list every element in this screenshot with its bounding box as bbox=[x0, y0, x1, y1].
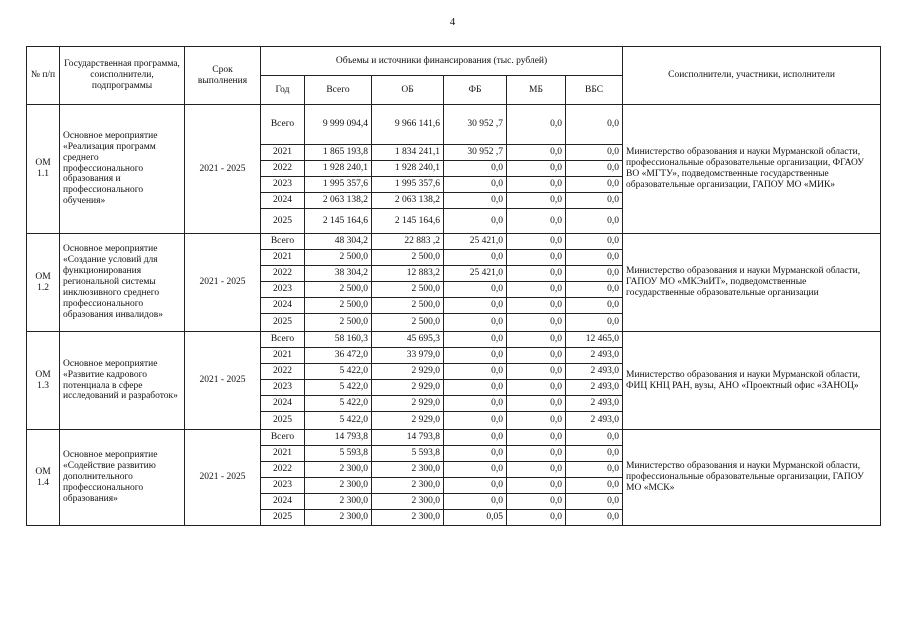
activity-name: Основное мероприятие «Реализация программ среднего профессионального образования и профессионального обучения» bbox=[60, 105, 185, 234]
cell-total: 2 145 164,6 bbox=[305, 209, 372, 234]
cell-mb: 0,0 bbox=[507, 332, 566, 348]
cell-total: 2 500,0 bbox=[305, 298, 372, 314]
cell-ob: 2 929,0 bbox=[372, 380, 444, 396]
cell-mb: 0,0 bbox=[507, 177, 566, 193]
cell-fb: 0,0 bbox=[444, 332, 507, 348]
cell-fb: 0,0 bbox=[444, 396, 507, 412]
cell-mb: 0,0 bbox=[507, 105, 566, 145]
cell-vbs: 2 493,0 bbox=[566, 348, 623, 364]
cell-year: 2025 bbox=[261, 510, 305, 526]
cell-ob: 9 966 141,6 bbox=[372, 105, 444, 145]
cell-fb: 0,0 bbox=[444, 364, 507, 380]
cell-mb: 0,0 bbox=[507, 364, 566, 380]
cell-vbs: 2 493,0 bbox=[566, 364, 623, 380]
cell-fb: 0,0 bbox=[444, 209, 507, 234]
page-number: 4 bbox=[449, 16, 456, 28]
cell-year: 2023 bbox=[261, 380, 305, 396]
cell-ob: 2 929,0 bbox=[372, 364, 444, 380]
activity-term: 2021 - 2025 bbox=[185, 430, 261, 526]
activity-term: 2021 - 2025 bbox=[185, 105, 261, 234]
cell-ob: 1 995 357,6 bbox=[372, 177, 444, 193]
cell-vbs: 0,0 bbox=[566, 209, 623, 234]
cell-year: 2023 bbox=[261, 177, 305, 193]
cell-fb: 0,0 bbox=[444, 314, 507, 332]
cell-mb: 0,0 bbox=[507, 380, 566, 396]
cell-fb: 0,0 bbox=[444, 494, 507, 510]
cell-mb: 0,0 bbox=[507, 412, 566, 430]
cell-ob: 2 300,0 bbox=[372, 510, 444, 526]
cell-year: 2025 bbox=[261, 412, 305, 430]
cell-ob: 1 928 240,1 bbox=[372, 161, 444, 177]
cell-fb: 0,0 bbox=[444, 298, 507, 314]
header-num: № п/п bbox=[27, 47, 60, 105]
cell-vbs: 2 493,0 bbox=[566, 396, 623, 412]
cell-total: 14 793,8 bbox=[305, 430, 372, 446]
cell-total: 5 422,0 bbox=[305, 412, 372, 430]
activity-executors: Министерство образования и науки Мурманской области, профессиональные образовательные организации, ГАПОУ МО «МСК» bbox=[623, 430, 881, 526]
cell-year: 2021 bbox=[261, 250, 305, 266]
cell-year: 2022 bbox=[261, 364, 305, 380]
cell-fb: 0,05 bbox=[444, 510, 507, 526]
cell-ob: 12 883,2 bbox=[372, 266, 444, 282]
cell-ob: 45 695,3 bbox=[372, 332, 444, 348]
cell-fb: 0,0 bbox=[444, 348, 507, 364]
cell-ob: 5 593,8 bbox=[372, 446, 444, 462]
header-program: Государственная программа, соисполнители, подпрограммы bbox=[60, 47, 185, 105]
cell-total: 58 160,3 bbox=[305, 332, 372, 348]
cell-ob: 2 500,0 bbox=[372, 250, 444, 266]
cell-vbs: 0,0 bbox=[566, 430, 623, 446]
header-year: Год bbox=[261, 76, 305, 105]
cell-total: 9 999 094,4 bbox=[305, 105, 372, 145]
cell-year: 2022 bbox=[261, 266, 305, 282]
cell-vbs: 0,0 bbox=[566, 298, 623, 314]
cell-mb: 0,0 bbox=[507, 250, 566, 266]
cell-ob: 2 929,0 bbox=[372, 396, 444, 412]
table-body bbox=[27, 105, 881, 526]
cell-year: 2025 bbox=[261, 314, 305, 332]
cell-total: 5 593,8 bbox=[305, 446, 372, 462]
cell-vbs: 0,0 bbox=[566, 494, 623, 510]
cell-fb: 0,0 bbox=[444, 161, 507, 177]
cell-total: 2 500,0 bbox=[305, 314, 372, 332]
activity-name: Основное мероприятие «Содействие развитию дополнительного профессионального образования» bbox=[60, 430, 185, 526]
cell-total: 2 300,0 bbox=[305, 478, 372, 494]
cell-vbs: 0,0 bbox=[566, 510, 623, 526]
cell-mb: 0,0 bbox=[507, 193, 566, 209]
activity-name: Основное мероприятие «Создание условий для функционирования региональной системы инклюзивного среднего профессионального образования инвалидов» bbox=[60, 234, 185, 332]
cell-vbs: 0,0 bbox=[566, 282, 623, 298]
cell-mb: 0,0 bbox=[507, 462, 566, 478]
cell-fb: 30 952 ,7 bbox=[444, 145, 507, 161]
cell-fb: 25 421,0 bbox=[444, 266, 507, 282]
cell-ob: 2 145 164,6 bbox=[372, 209, 444, 234]
cell-year: Всего bbox=[261, 105, 305, 145]
cell-total: 2 500,0 bbox=[305, 250, 372, 266]
cell-mb: 0,0 bbox=[507, 494, 566, 510]
cell-vbs: 0,0 bbox=[566, 250, 623, 266]
cell-year: 2024 bbox=[261, 494, 305, 510]
cell-year: 2021 bbox=[261, 446, 305, 462]
cell-ob: 2 063 138,2 bbox=[372, 193, 444, 209]
activity-code: ОМ 1.4 bbox=[27, 430, 60, 526]
cell-vbs: 0,0 bbox=[566, 105, 623, 145]
table-row bbox=[27, 234, 881, 250]
cell-year: 2023 bbox=[261, 478, 305, 494]
cell-year: 2022 bbox=[261, 161, 305, 177]
cell-year: Всего bbox=[261, 430, 305, 446]
header-ob: ОБ bbox=[372, 76, 444, 105]
cell-vbs: 0,0 bbox=[566, 145, 623, 161]
cell-ob: 22 883 ,2 bbox=[372, 234, 444, 250]
cell-ob: 2 500,0 bbox=[372, 314, 444, 332]
cell-ob: 1 834 241,1 bbox=[372, 145, 444, 161]
cell-fb: 0,0 bbox=[444, 412, 507, 430]
cell-total: 38 304,2 bbox=[305, 266, 372, 282]
cell-vbs: 12 465,0 bbox=[566, 332, 623, 348]
cell-total: 2 300,0 bbox=[305, 510, 372, 526]
header-total: Всего bbox=[305, 76, 372, 105]
activity-executors: Министерство образования и науки Мурманской области, ГАПОУ МО «МКЭиИТ», подведомственные государственные образовательные организации bbox=[623, 234, 881, 332]
cell-vbs: 0,0 bbox=[566, 462, 623, 478]
cell-mb: 0,0 bbox=[507, 298, 566, 314]
activity-code: ОМ 1.1 bbox=[27, 105, 60, 234]
cell-total: 1 928 240,1 bbox=[305, 161, 372, 177]
activity-executors: Министерство образования и науки Мурманской области, профессиональные образовательные организации, ФГАОУ ВО «МГТУ», подведомственные государственные образовательные организации, ГАПОУ МО «МИК» bbox=[623, 105, 881, 234]
cell-fb: 30 952 ,7 bbox=[444, 105, 507, 145]
cell-mb: 0,0 bbox=[507, 282, 566, 298]
cell-mb: 0,0 bbox=[507, 478, 566, 494]
cell-vbs: 0,0 bbox=[566, 234, 623, 250]
cell-year: 2024 bbox=[261, 298, 305, 314]
cell-mb: 0,0 bbox=[507, 145, 566, 161]
cell-total: 1 995 357,6 bbox=[305, 177, 372, 193]
cell-vbs: 0,0 bbox=[566, 177, 623, 193]
cell-year: 2021 bbox=[261, 348, 305, 364]
cell-year: 2023 bbox=[261, 282, 305, 298]
cell-vbs: 0,0 bbox=[566, 314, 623, 332]
cell-total: 5 422,0 bbox=[305, 396, 372, 412]
cell-mb: 0,0 bbox=[507, 234, 566, 250]
header-funding: Объемы и источники финансирования (тыс. рублей) bbox=[261, 47, 623, 76]
cell-total: 5 422,0 bbox=[305, 380, 372, 396]
cell-ob: 2 300,0 bbox=[372, 462, 444, 478]
cell-ob: 2 929,0 bbox=[372, 412, 444, 430]
table-row bbox=[27, 332, 881, 348]
cell-fb: 0,0 bbox=[444, 177, 507, 193]
cell-ob: 2 300,0 bbox=[372, 494, 444, 510]
cell-ob: 33 979,0 bbox=[372, 348, 444, 364]
cell-year: 2025 bbox=[261, 209, 305, 234]
cell-year: Всего bbox=[261, 234, 305, 250]
activity-name: Основное мероприятие «Развитие кадрового потенциала в сфере исследований и разработок» bbox=[60, 332, 185, 430]
cell-mb: 0,0 bbox=[507, 314, 566, 332]
cell-year: 2024 bbox=[261, 193, 305, 209]
cell-fb: 0,0 bbox=[444, 430, 507, 446]
activity-term: 2021 - 2025 bbox=[185, 234, 261, 332]
cell-fb: 25 421,0 bbox=[444, 234, 507, 250]
cell-mb: 0,0 bbox=[507, 430, 566, 446]
cell-fb: 0,0 bbox=[444, 193, 507, 209]
cell-total: 2 300,0 bbox=[305, 462, 372, 478]
cell-vbs: 0,0 bbox=[566, 266, 623, 282]
header-term: Срок выполнения bbox=[185, 47, 261, 105]
activity-term: 2021 - 2025 bbox=[185, 332, 261, 430]
cell-vbs: 0,0 bbox=[566, 478, 623, 494]
cell-mb: 0,0 bbox=[507, 510, 566, 526]
cell-year: 2021 bbox=[261, 145, 305, 161]
cell-vbs: 0,0 bbox=[566, 161, 623, 177]
cell-vbs: 0,0 bbox=[566, 446, 623, 462]
funding-table bbox=[26, 46, 881, 526]
cell-total: 48 304,2 bbox=[305, 234, 372, 250]
header-executors: Соисполнители, участники, исполнители bbox=[623, 47, 881, 105]
cell-ob: 2 300,0 bbox=[372, 478, 444, 494]
activity-code: ОМ 1.2 bbox=[27, 234, 60, 332]
cell-vbs: 2 493,0 bbox=[566, 380, 623, 396]
cell-total: 2 063 138,2 bbox=[305, 193, 372, 209]
header-mb: МБ bbox=[507, 76, 566, 105]
cell-fb: 0,0 bbox=[444, 282, 507, 298]
cell-year: 2022 bbox=[261, 462, 305, 478]
cell-fb: 0,0 bbox=[444, 380, 507, 396]
cell-total: 1 865 193,8 bbox=[305, 145, 372, 161]
cell-fb: 0,0 bbox=[444, 462, 507, 478]
cell-vbs: 0,0 bbox=[566, 193, 623, 209]
cell-total: 2 500,0 bbox=[305, 282, 372, 298]
activity-code: ОМ 1.3 bbox=[27, 332, 60, 430]
cell-mb: 0,0 bbox=[507, 446, 566, 462]
cell-mb: 0,0 bbox=[507, 348, 566, 364]
table-row bbox=[27, 430, 881, 446]
cell-year: 2024 bbox=[261, 396, 305, 412]
cell-fb: 0,0 bbox=[444, 478, 507, 494]
header-fb: ФБ bbox=[444, 76, 507, 105]
cell-total: 36 472,0 bbox=[305, 348, 372, 364]
cell-total: 2 300,0 bbox=[305, 494, 372, 510]
cell-ob: 14 793,8 bbox=[372, 430, 444, 446]
cell-year: Всего bbox=[261, 332, 305, 348]
cell-mb: 0,0 bbox=[507, 396, 566, 412]
cell-total: 5 422,0 bbox=[305, 364, 372, 380]
cell-ob: 2 500,0 bbox=[372, 298, 444, 314]
cell-mb: 0,0 bbox=[507, 209, 566, 234]
activity-executors: Министерство образования и науки Мурманской области, ФИЦ КНЦ РАН, вузы, АНО «Проектный офис «ЗАНОЦ» bbox=[623, 332, 881, 430]
cell-vbs: 2 493,0 bbox=[566, 412, 623, 430]
cell-mb: 0,0 bbox=[507, 266, 566, 282]
table-row bbox=[27, 105, 881, 145]
cell-ob: 2 500,0 bbox=[372, 282, 444, 298]
cell-mb: 0,0 bbox=[507, 161, 566, 177]
header-vbs: ВБС bbox=[566, 76, 623, 105]
cell-fb: 0,0 bbox=[444, 446, 507, 462]
cell-fb: 0,0 bbox=[444, 250, 507, 266]
